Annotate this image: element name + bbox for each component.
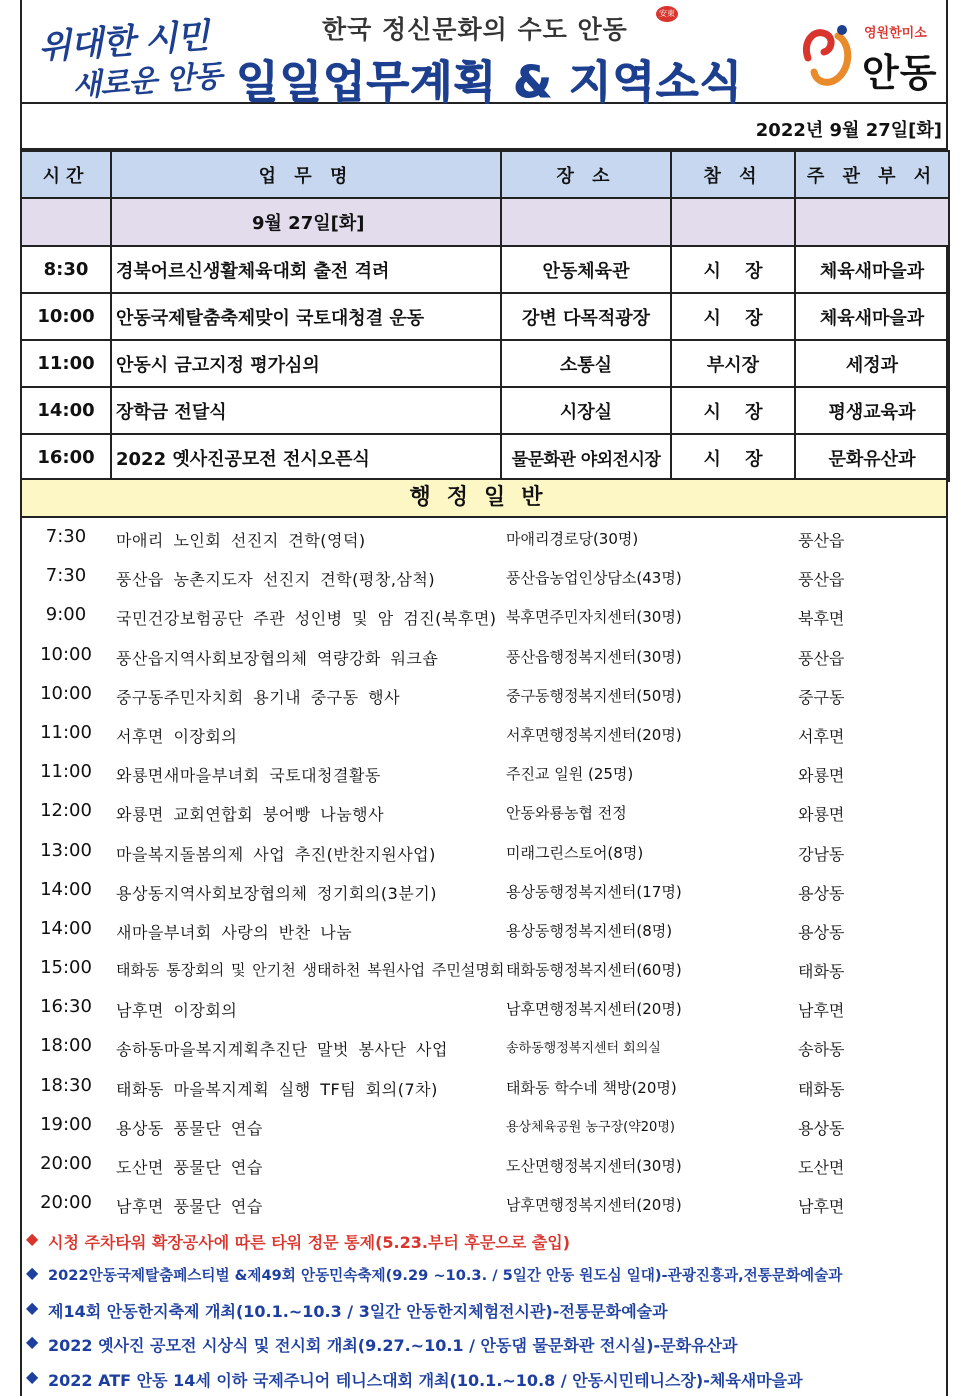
admin-task: 중구동주민자치회 용기내 중구동 행사	[116, 687, 401, 707]
admin-task: 서후면 이장회의	[116, 726, 238, 746]
admin-time: 20:00	[40, 1153, 92, 1174]
notice-item	[22, 1362, 946, 1396]
document-date: 2022년 9월 27일[화]	[755, 120, 942, 141]
admin-place: 서후면행정복지센터(20명)	[506, 725, 682, 744]
table-row	[21, 434, 949, 481]
admin-task: 와룡면새마을부녀회 국토대청결활동	[116, 766, 381, 786]
day-cell-attendee	[671, 198, 795, 246]
day-label: 9월 27일[화]	[111, 198, 501, 246]
schedule-table	[20, 150, 950, 482]
admin-place: 북후면주민자치센터(30명)	[506, 608, 682, 627]
admin-dept: 풍산읍	[798, 570, 845, 590]
list-item	[22, 1027, 946, 1066]
row-place: 소통실	[501, 340, 671, 387]
admin-place: 남후면행정복지센터(20명)	[506, 1196, 682, 1215]
admin-place: 송하동행정복지센터 회의실	[506, 1041, 661, 1057]
table-row	[21, 293, 949, 340]
admin-dept: 태화동	[798, 962, 845, 982]
admin-task: 남후면 풍물단 연습	[116, 1197, 263, 1217]
admin-place: 용상체육공원 농구장(약20명)	[506, 1119, 675, 1135]
list-item	[22, 675, 946, 714]
table-row	[21, 387, 949, 434]
row-task: 경북어르신생활체육대회 출전 격려	[111, 246, 501, 293]
notice-item	[22, 1224, 946, 1258]
admin-time: 18:00	[40, 1035, 92, 1057]
seal-stamp: 安東	[656, 6, 678, 22]
admin-task: 마애리 노인회 선진지 견학(영덕)	[116, 531, 366, 550]
admin-dept: 용상동	[798, 1118, 845, 1138]
admin-dept: 중구동	[798, 687, 845, 707]
admin-task: 도산면 풍물단 연습	[116, 1158, 263, 1177]
list-item	[22, 832, 946, 871]
admin-task: 마을복지돌봄의제 사업 추진(반찬지원사업)	[116, 844, 436, 864]
notice-text: 2022안동국제탈춤페스티벌 &제49회 안동민속축제(9.29 ~10.3. / 5일간 안동 원도심 일대)-관광진흥과,전통문화예술과	[48, 1267, 843, 1285]
andong-emblem-icon	[798, 18, 858, 92]
admin-dept: 용상동	[798, 883, 845, 903]
row-attendee: 부시장	[671, 340, 795, 387]
row-time: 16:00	[21, 434, 111, 481]
list-item	[22, 1106, 946, 1145]
admin-place: 태화동 학수네 책방(20명)	[506, 1078, 677, 1097]
admin-list	[22, 518, 946, 1223]
list-item	[22, 1067, 946, 1106]
admin-place: 마애리경로당(30명)	[506, 530, 639, 548]
slogan-logo	[36, 8, 226, 105]
row-place: 시장실	[501, 387, 671, 434]
header-place: 장 소	[501, 151, 671, 198]
admin-task: 새마을부녀회 사랑의 반찬 나눔	[116, 922, 353, 942]
admin-place: 풍산읍행정복지센터(30명)	[506, 647, 682, 666]
list-item	[22, 518, 946, 557]
admin-time: 14:00	[40, 917, 92, 939]
row-dept: 평생교육과	[795, 387, 949, 434]
notice-item	[22, 1327, 946, 1361]
schedule-header-row	[21, 151, 949, 198]
row-attendee: 시 장	[671, 387, 795, 434]
admin-task: 남후면 이장회의	[116, 1001, 238, 1021]
day-row	[21, 198, 949, 246]
list-item	[22, 1145, 946, 1184]
list-item	[22, 949, 946, 988]
document-page	[20, 0, 948, 1396]
list-item	[22, 988, 946, 1027]
admin-task: 국민건강보험공단 주관 성인병 및 암 검진(북후면)	[116, 609, 497, 629]
header-subtitle: 한국 정신문화의 수도 안동	[322, 15, 628, 44]
admin-dept: 풍산읍	[798, 531, 845, 550]
admin-dept: 북후면	[798, 609, 845, 629]
andong-logo	[798, 12, 944, 96]
list-item	[22, 753, 946, 792]
list-item	[22, 714, 946, 753]
admin-place: 남후면행정복지센터(20명)	[506, 1000, 682, 1019]
row-task: 장학금 전달식	[111, 387, 501, 434]
admin-place: 중구동행정복지센터(50명)	[506, 686, 682, 705]
header-attendee: 참 석	[671, 151, 795, 198]
admin-dept: 와룡면	[798, 805, 845, 825]
admin-dept: 송하동	[798, 1040, 845, 1060]
list-item	[22, 1184, 946, 1223]
row-time: 14:00	[21, 387, 111, 434]
admin-time: 20:00	[40, 1192, 92, 1214]
notice-text: 시청 주차타워 확장공사에 따른 타워 정문 통제(5.23.부터 후문으로 출입)	[48, 1233, 571, 1252]
admin-place: 미래그린스토어(8명)	[506, 843, 644, 862]
day-cell-dept	[795, 198, 949, 246]
admin-time: 18:30	[40, 1074, 92, 1096]
date-row	[22, 104, 946, 150]
admin-time: 16:30	[40, 996, 92, 1018]
row-time: 8:30	[21, 246, 111, 293]
list-item	[22, 557, 946, 596]
row-task: 안동시 금고지정 평가심의	[111, 340, 501, 387]
list-item	[22, 636, 946, 675]
admin-time: 11:00	[40, 761, 92, 783]
admin-time: 10:00	[40, 682, 92, 704]
row-time: 11:00	[21, 340, 111, 387]
admin-task: 와룡면 교회연합회 붕어빵 나눔행사	[116, 805, 385, 825]
admin-task: 송하동마을복지계획추진단 말벗 봉사단 사업	[116, 1040, 448, 1060]
logo-slogan: 영원한미소	[864, 26, 927, 41]
admin-task: 태화동 마을복지계획 실행 TF팀 회의(7차)	[116, 1079, 438, 1099]
list-item	[22, 910, 946, 949]
notice-item	[22, 1258, 946, 1292]
admin-dept: 도산면	[798, 1158, 845, 1177]
admin-place: 주진교 일원 (25명)	[506, 765, 634, 784]
diamond-bullet-icon: ◆	[26, 1263, 39, 1283]
row-attendee: 시 장	[671, 293, 795, 340]
row-attendee: 시 장	[671, 434, 795, 481]
admin-task: 태화동 통장회의 및 안기천 생태하천 복원사업 주민설명회	[116, 961, 505, 980]
list-item	[22, 871, 946, 910]
admin-time: 13:00	[40, 839, 92, 861]
admin-place: 태화동행정복지센터(60명)	[506, 961, 682, 980]
admin-dept: 용상동	[798, 922, 845, 942]
row-dept: 체육새마을과	[795, 246, 949, 293]
row-task: 2022 옛사진공모전 전시오픈식	[111, 434, 501, 481]
admin-time: 12:00	[40, 800, 92, 822]
list-item	[22, 792, 946, 831]
row-place: 물문화관 야외전시장	[501, 434, 671, 481]
page-title: 일일업무계획 & 지역소식	[236, 57, 744, 108]
admin-time: 9:00	[45, 604, 87, 626]
document-header	[22, 0, 946, 108]
admin-time: 7:30	[45, 565, 87, 587]
admin-place: 풍산읍농업인상담소(43명)	[506, 569, 682, 588]
table-row	[21, 246, 949, 293]
admin-dept: 남후면	[798, 1001, 845, 1021]
admin-dept: 와룡면	[798, 766, 845, 786]
day-cell-place	[501, 198, 671, 246]
logo-name: 안동	[862, 51, 938, 95]
diamond-bullet-icon: ◆	[26, 1229, 39, 1248]
day-cell-time	[21, 198, 111, 246]
list-item	[22, 596, 946, 635]
admin-task: 용상동 풍물단 연습	[116, 1118, 263, 1138]
admin-dept: 강남동	[798, 844, 845, 864]
admin-place: 용상동행정복지센터(8명)	[506, 921, 673, 940]
admin-dept: 태화동	[798, 1079, 845, 1099]
slogan-line1: 위대한 시민	[37, 16, 210, 68]
admin-task: 풍산읍지역사회보장협의체 역량강화 워크숍	[116, 648, 439, 668]
admin-time: 15:00	[40, 957, 92, 979]
row-dept: 세정과	[795, 340, 949, 387]
admin-dept: 남후면	[798, 1197, 845, 1217]
notice-item	[22, 1293, 946, 1327]
admin-dept: 서후면	[798, 726, 845, 746]
header-dept: 주 관 부 서	[795, 151, 949, 198]
row-task: 안동국제탈춤축제맞이 국토대청결 운동	[111, 293, 501, 340]
admin-place: 안동와룡농협 전정	[506, 804, 627, 823]
admin-time: 7:30	[45, 526, 87, 547]
notice-text: 2022 옛사진 공모전 시상식 및 전시회 개최(9.27.~10.1 / 안동댐 물문화관 전시실)-문화유산과	[48, 1336, 738, 1356]
diamond-bullet-icon: ◆	[26, 1297, 39, 1317]
admin-time: 14:00	[40, 878, 92, 900]
notice-text: 제14회 안동한지축제 개최(10.1.~10.3 / 3일간 안동한지체험전시관)-전통문화예술과	[48, 1301, 668, 1321]
header-task: 업 무 명	[111, 151, 501, 198]
admin-dept: 풍산읍	[798, 648, 845, 668]
diamond-bullet-icon: ◆	[26, 1332, 39, 1352]
row-place: 안동체육관	[501, 246, 671, 293]
admin-time: 10:00	[40, 643, 92, 665]
admin-time: 11:00	[40, 721, 92, 743]
admin-section-heading: 행정일반	[20, 478, 948, 518]
admin-task: 용상동지역사회보장협의체 정기회의(3분기)	[116, 883, 437, 903]
row-place: 강변 다목적광장	[501, 293, 671, 340]
row-dept: 체육새마을과	[795, 293, 949, 340]
row-time: 10:00	[21, 293, 111, 340]
notice-list	[22, 1224, 946, 1396]
row-attendee: 시 장	[671, 246, 795, 293]
notice-text: 2022 ATF 안동 14세 이하 국제주니어 테니스대회 개최(10.1.~10.8 / 안동시민테니스장)-체육새마을과	[48, 1370, 803, 1390]
slogan-line2: 새로운 안동	[71, 58, 223, 105]
admin-time: 19:00	[40, 1113, 92, 1135]
admin-place: 용상동행정복지센터(17명)	[506, 882, 682, 901]
row-dept: 문화유산과	[795, 434, 949, 481]
diamond-bullet-icon: ◆	[26, 1366, 39, 1386]
admin-place: 도산면행정복지센터(30명)	[506, 1157, 682, 1175]
admin-task: 풍산읍 농촌지도자 선진지 견학(평창,삼척)	[116, 570, 436, 590]
table-row	[21, 340, 949, 387]
header-time: 시간	[21, 151, 111, 198]
